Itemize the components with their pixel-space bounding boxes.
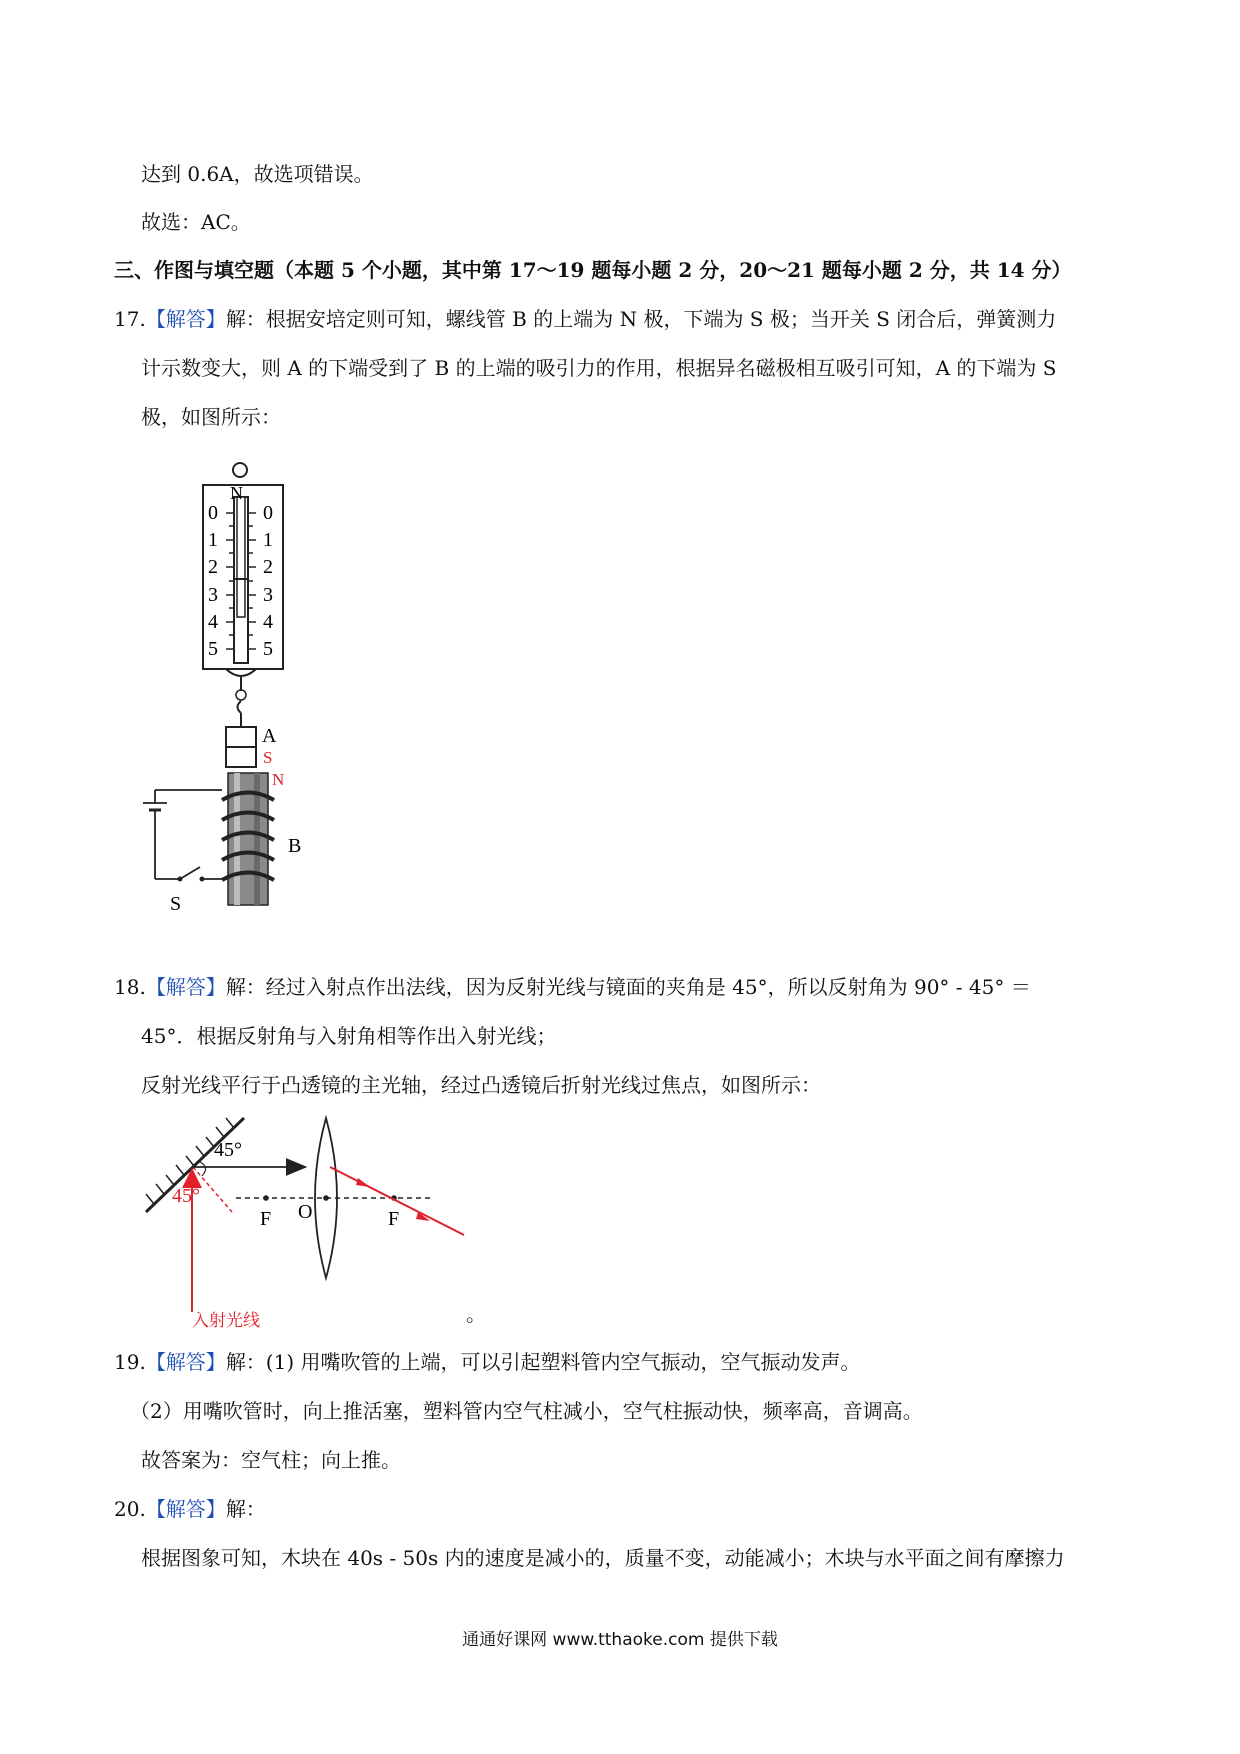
question-17 — [114, 305, 1056, 333]
scale-left-tick: 0 — [208, 502, 218, 524]
question-20 — [114, 1495, 266, 1523]
incidence-angle-label: 45° — [172, 1185, 200, 1207]
text-line: 达到 0.6A，故选项错误。 — [141, 162, 374, 186]
scale-right-tick: 1 — [263, 529, 273, 551]
lens-center-label: O — [298, 1201, 313, 1223]
scale-right-tick: 2 — [263, 556, 273, 578]
text-line: 根据图象可知，木块在 40s - 50s 内的速度是减小的，质量不变，动能减小；木块与水平面之间有摩擦力 — [141, 1546, 1065, 1570]
page-footer: 通通好课网 www.tthaoke.com 提供下载 — [462, 1630, 778, 1650]
text-line: 45°．根据反射角与入射角相等作出入射光线； — [141, 1024, 557, 1048]
text-line: 反射光线平行于凸透镜的主光轴，经过凸透镜后折射光线过焦点，如图所示： — [141, 1073, 821, 1097]
coil-pole-label: N — [272, 770, 285, 789]
answer-tag: 【解答】 — [145, 1497, 226, 1521]
text-line: 极，如图所示： — [141, 405, 281, 429]
scale-left-tick: 1 — [208, 529, 218, 551]
scale-right-tick: 3 — [263, 584, 273, 606]
reflection-angle-label: 45° — [214, 1139, 242, 1161]
optics-figure — [140, 1112, 480, 1334]
coil-label: B — [288, 835, 302, 857]
spring-scale-figure — [130, 455, 330, 945]
magnet-label: A — [262, 725, 277, 747]
answer-text: 解： — [225, 1497, 266, 1521]
answer-tag: 【解答】 — [145, 1350, 226, 1374]
answer-text: 解：(1) 用嘴吹管的上端，可以引起塑料管内空气振动，空气振动发声。 — [225, 1350, 861, 1374]
magnet-pole-label: S — [263, 748, 273, 767]
top-pole-label: N — [230, 483, 243, 503]
text-line: 故答案为：空气柱；向上推。 — [141, 1448, 401, 1472]
text-line: （2）用嘴吹管时，向上推活塞，塑料管内空气柱减小，空气柱振动快，频率高，音调高。 — [130, 1399, 923, 1423]
scale-right-tick: 0 — [263, 502, 273, 524]
text-line: 计示数变大，则 A 的下端受到了 B 的上端的吸引力的作用，根据异名磁极相互吸引可知，A 的下端为 S — [141, 356, 1057, 380]
scale-left-tick: 5 — [208, 638, 218, 660]
incident-ray-label: 入射光线 — [192, 1311, 260, 1330]
question-number: 18. — [114, 975, 146, 999]
scale-left-tick: 3 — [208, 584, 218, 606]
question-number: 17. — [114, 307, 146, 331]
scale-right-tick: 5 — [263, 638, 273, 660]
focus-left-label: F — [260, 1208, 272, 1230]
scale-left-tick: 2 — [208, 556, 218, 578]
answer-tag: 【解答】 — [145, 975, 226, 999]
question-number: 20. — [114, 1497, 146, 1521]
figure-period: 。 — [466, 1302, 486, 1326]
switch-label: S — [170, 893, 182, 915]
text-line: 故选：AC。 — [141, 210, 251, 234]
question-number: 19. — [114, 1350, 146, 1374]
scale-right-tick: 4 — [263, 611, 273, 633]
scale-left-tick: 4 — [208, 611, 218, 633]
answer-text: 解：经过入射点作出法线，因为反射光线与镜面的夹角是 45°，所以反射角为 90° - 45° ＝ — [225, 975, 1031, 999]
answer-text: 解：根据安培定则可知，螺线管 B 的上端为 N 极，下端为 S 极；当开关 S 闭合后，弹簧测力 — [225, 307, 1057, 331]
focus-right-label: F — [388, 1208, 400, 1230]
question-19 — [114, 1348, 861, 1376]
answer-tag: 【解答】 — [145, 307, 226, 331]
question-18 — [114, 973, 1031, 1001]
section-heading: 三、作图与填空题（本题 5 个小题，其中第 17～19 题每小题 2 分，20～21 题每小题 2 分，共 14 分） — [114, 258, 1072, 282]
